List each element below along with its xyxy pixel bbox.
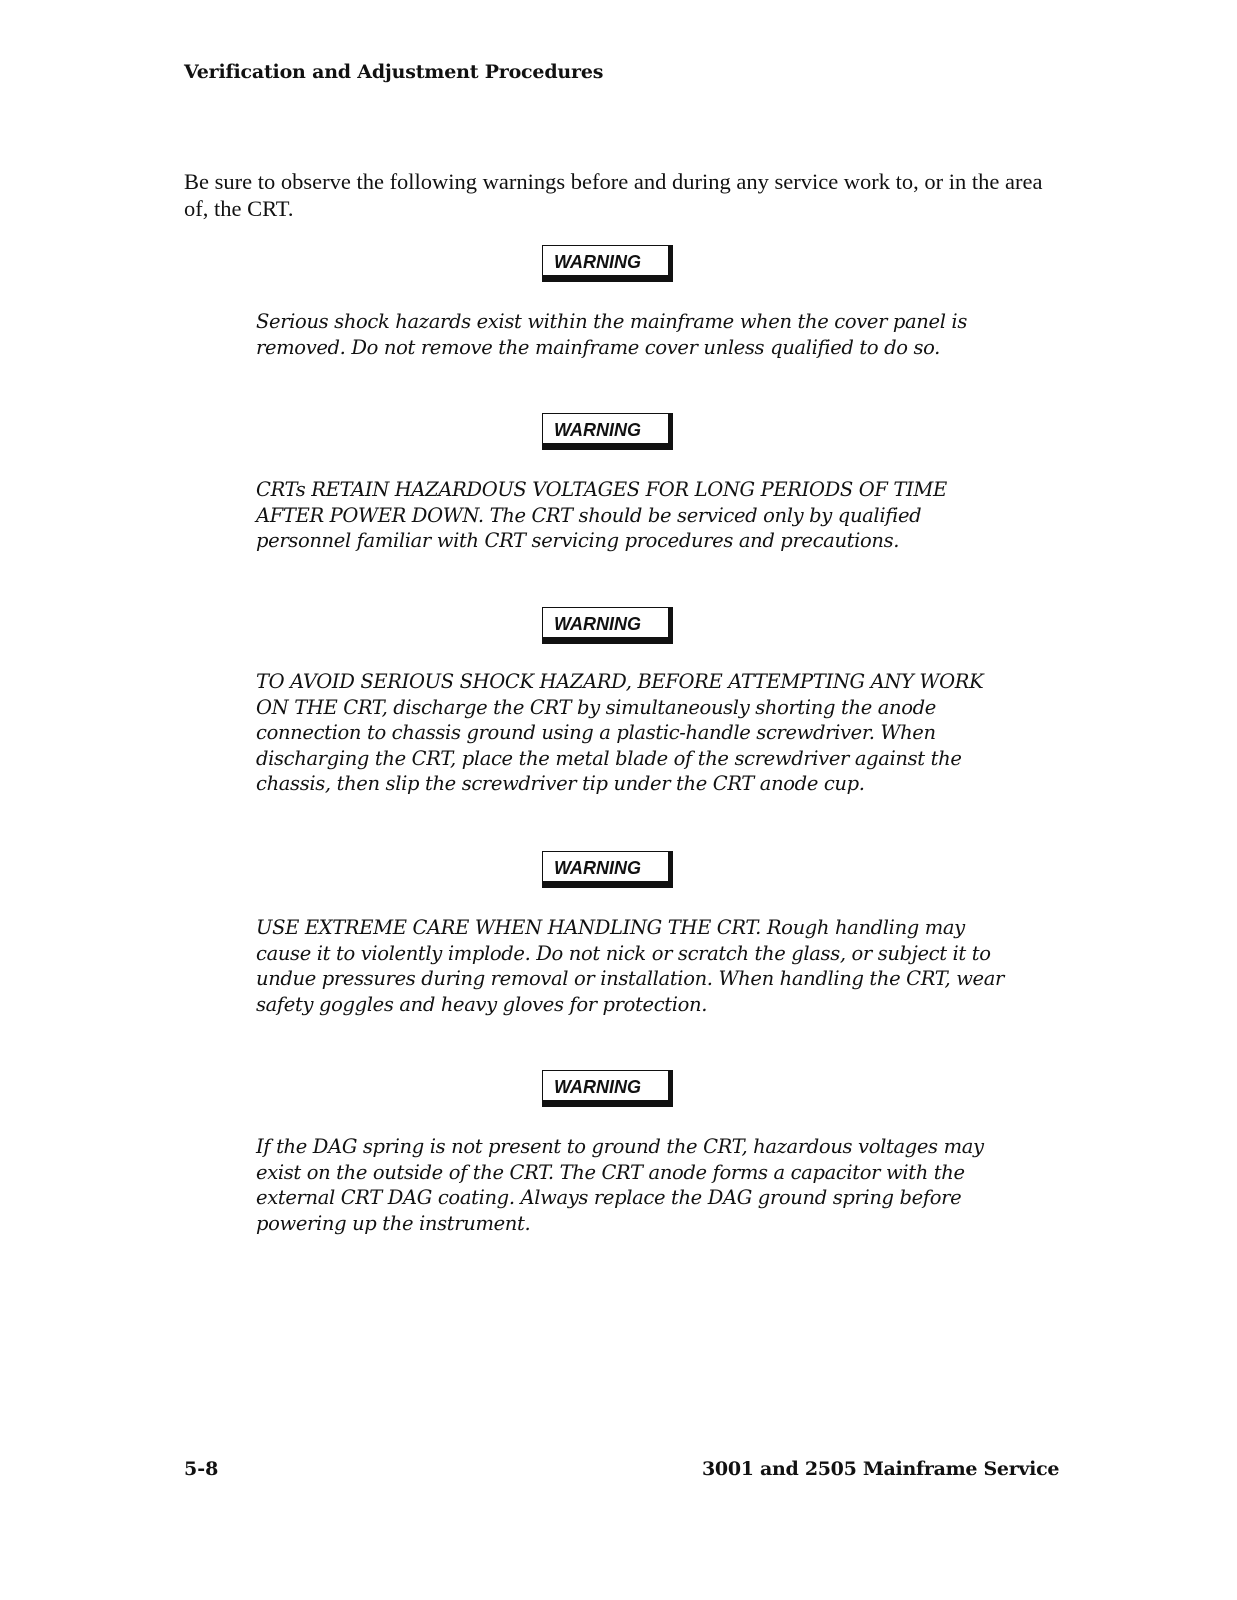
warning-label-2: WARNING [542, 413, 673, 450]
intro-paragraph: Be sure to observe the following warnings before and during any service work to, or in the area of, the CRT. [184, 169, 1043, 221]
warning-label-4: WARNING [542, 851, 673, 888]
warning-label-3: WARNING [542, 607, 673, 644]
warning-text-3: TO AVOID SERIOUS SHOCK HAZARD, BEFORE ATTEMPTING ANY WORK ON THE CRT, discharge the CRT by simultaneously shorting the anode connection to chassis ground using a plastic-handle screwdriver. When discharging the CRT, place the metal blade of the screwdriver against the chassis, then slip the screwdriver tip under the CRT anode cup. [256, 670, 984, 795]
manual-title: 3001 and 2505 Mainframe Service [702, 1458, 1060, 1480]
warning-text-1: Serious shock hazards exist within the mainframe when the cover panel is removed. Do not remove the mainframe cover unless qualified to do so. [256, 310, 967, 359]
warning-label-5: WARNING [542, 1070, 673, 1107]
page-number: 5-8 [184, 1458, 219, 1480]
warning-text-5: If the DAG spring is not present to ground the CRT, hazardous voltages may exist on the outside of the CRT. The CRT anode forms a capacitor with the external CRT DAG coating. Always replace the DAG ground spring before powering up the instrument. [256, 1135, 984, 1235]
running-header: Verification and Adjustment Procedures [184, 61, 604, 83]
warning-label-1: WARNING [542, 245, 673, 282]
warning-text-4: USE EXTREME CARE WHEN HANDLING THE CRT. Rough handling may cause it to violently implode. Do not nick or scratch the glass, or subject it to undue pressures during removal or installation. When handling the CRT, wear safety goggles and heavy gloves for protection. [256, 916, 1004, 1016]
warning-text-2: CRTs RETAIN HAZARDOUS VOLTAGES FOR LONG PERIODS OF TIME AFTER POWER DOWN. The CRT should be serviced only by qualified personnel familiar with CRT servicing procedures and precautions. [256, 478, 947, 552]
